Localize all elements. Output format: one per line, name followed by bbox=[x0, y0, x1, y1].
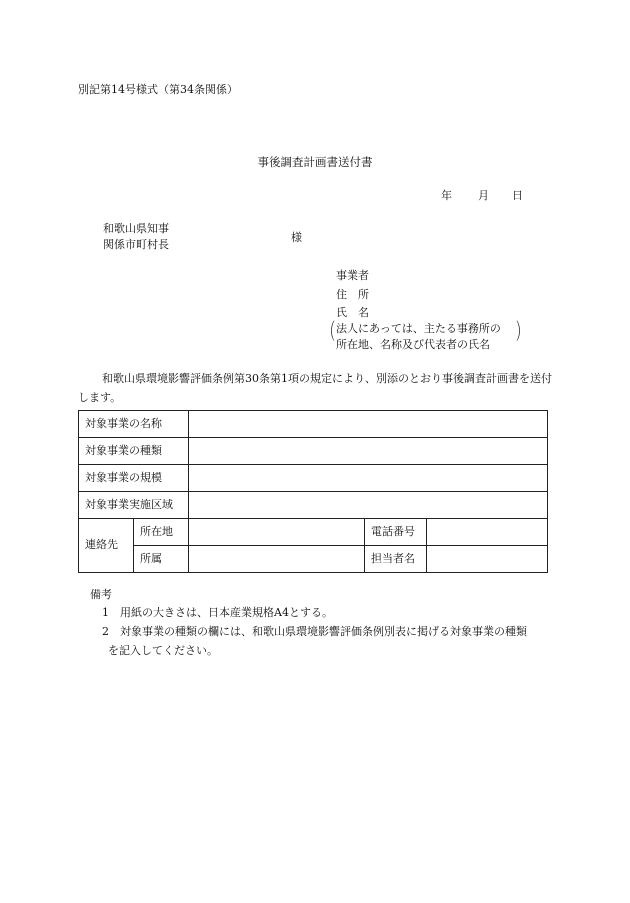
bracket-close: ） bbox=[516, 320, 528, 345]
date-year-label: 年 bbox=[441, 189, 452, 202]
date-month-label: 月 bbox=[478, 189, 489, 202]
date-day-label: 日 bbox=[512, 189, 523, 202]
table-row bbox=[79, 465, 548, 492]
project-scale-field bbox=[189, 465, 548, 492]
table-row bbox=[79, 438, 548, 465]
table-row bbox=[79, 546, 548, 573]
contact-location-field bbox=[189, 519, 365, 546]
document-title: 事後調査計画書送付書 bbox=[257, 155, 373, 169]
row-label-project-type: 対象事業の種類 bbox=[79, 438, 189, 465]
contact-affiliation-field bbox=[189, 546, 365, 573]
project-area-field bbox=[189, 492, 548, 519]
bracket-open: （ bbox=[324, 320, 336, 345]
note-item-2-line1: 2 対象事業の種類の欄には、和歌山県環境影響評価条例別表に掲げる対象事業の種類 bbox=[102, 625, 527, 638]
applicant-note-line1: 法人にあっては、主たる事務所の bbox=[336, 322, 501, 335]
row-label-project-scale: 対象事業の規模 bbox=[79, 465, 189, 492]
body-paragraph bbox=[78, 369, 553, 407]
project-type-field bbox=[189, 438, 548, 465]
applicant-heading: 事業者 bbox=[336, 269, 369, 282]
project-name-field bbox=[189, 411, 548, 438]
contact-affiliation-label: 所属 bbox=[134, 546, 189, 573]
contact-phone-label: 電話番号 bbox=[365, 519, 427, 546]
addressee-mayors: 関係市町村長 bbox=[103, 238, 169, 251]
contact-phone-field bbox=[427, 519, 548, 546]
table-row bbox=[79, 411, 548, 438]
applicant-note-line2: 所在地、名称及び代表者の氏名 bbox=[336, 338, 490, 351]
row-label-project-area: 対象事業実施区域 bbox=[79, 492, 189, 519]
row-label-project-name: 対象事業の名称 bbox=[79, 411, 189, 438]
contact-person-label: 担当者名 bbox=[365, 546, 427, 573]
notes-heading: 備考 bbox=[90, 588, 112, 601]
applicant-name-label: 氏 名 bbox=[336, 306, 369, 319]
form-number: 別記第14号様式（第34条関係） bbox=[78, 83, 238, 96]
table-row bbox=[79, 492, 548, 519]
body-text: 和歌山県環境影響評価条例第30条第1項の規定により、別添のとおり事後調査計画書を送付します。 bbox=[78, 372, 552, 404]
applicant-address-label: 住 所 bbox=[336, 288, 369, 301]
table-row bbox=[79, 519, 548, 546]
contact-person-field bbox=[427, 546, 548, 573]
note-item-2-line2: を記入してください。 bbox=[108, 644, 218, 657]
note-item-1: 1 用紙の大きさは、日本産業規格A4とする。 bbox=[102, 606, 333, 619]
addressee-governor: 和歌山県知事 bbox=[103, 222, 169, 235]
addressee-honorific: 様 bbox=[291, 231, 302, 244]
info-table bbox=[78, 410, 548, 573]
contact-label: 連絡先 bbox=[79, 519, 134, 573]
contact-location-label: 所在地 bbox=[134, 519, 189, 546]
